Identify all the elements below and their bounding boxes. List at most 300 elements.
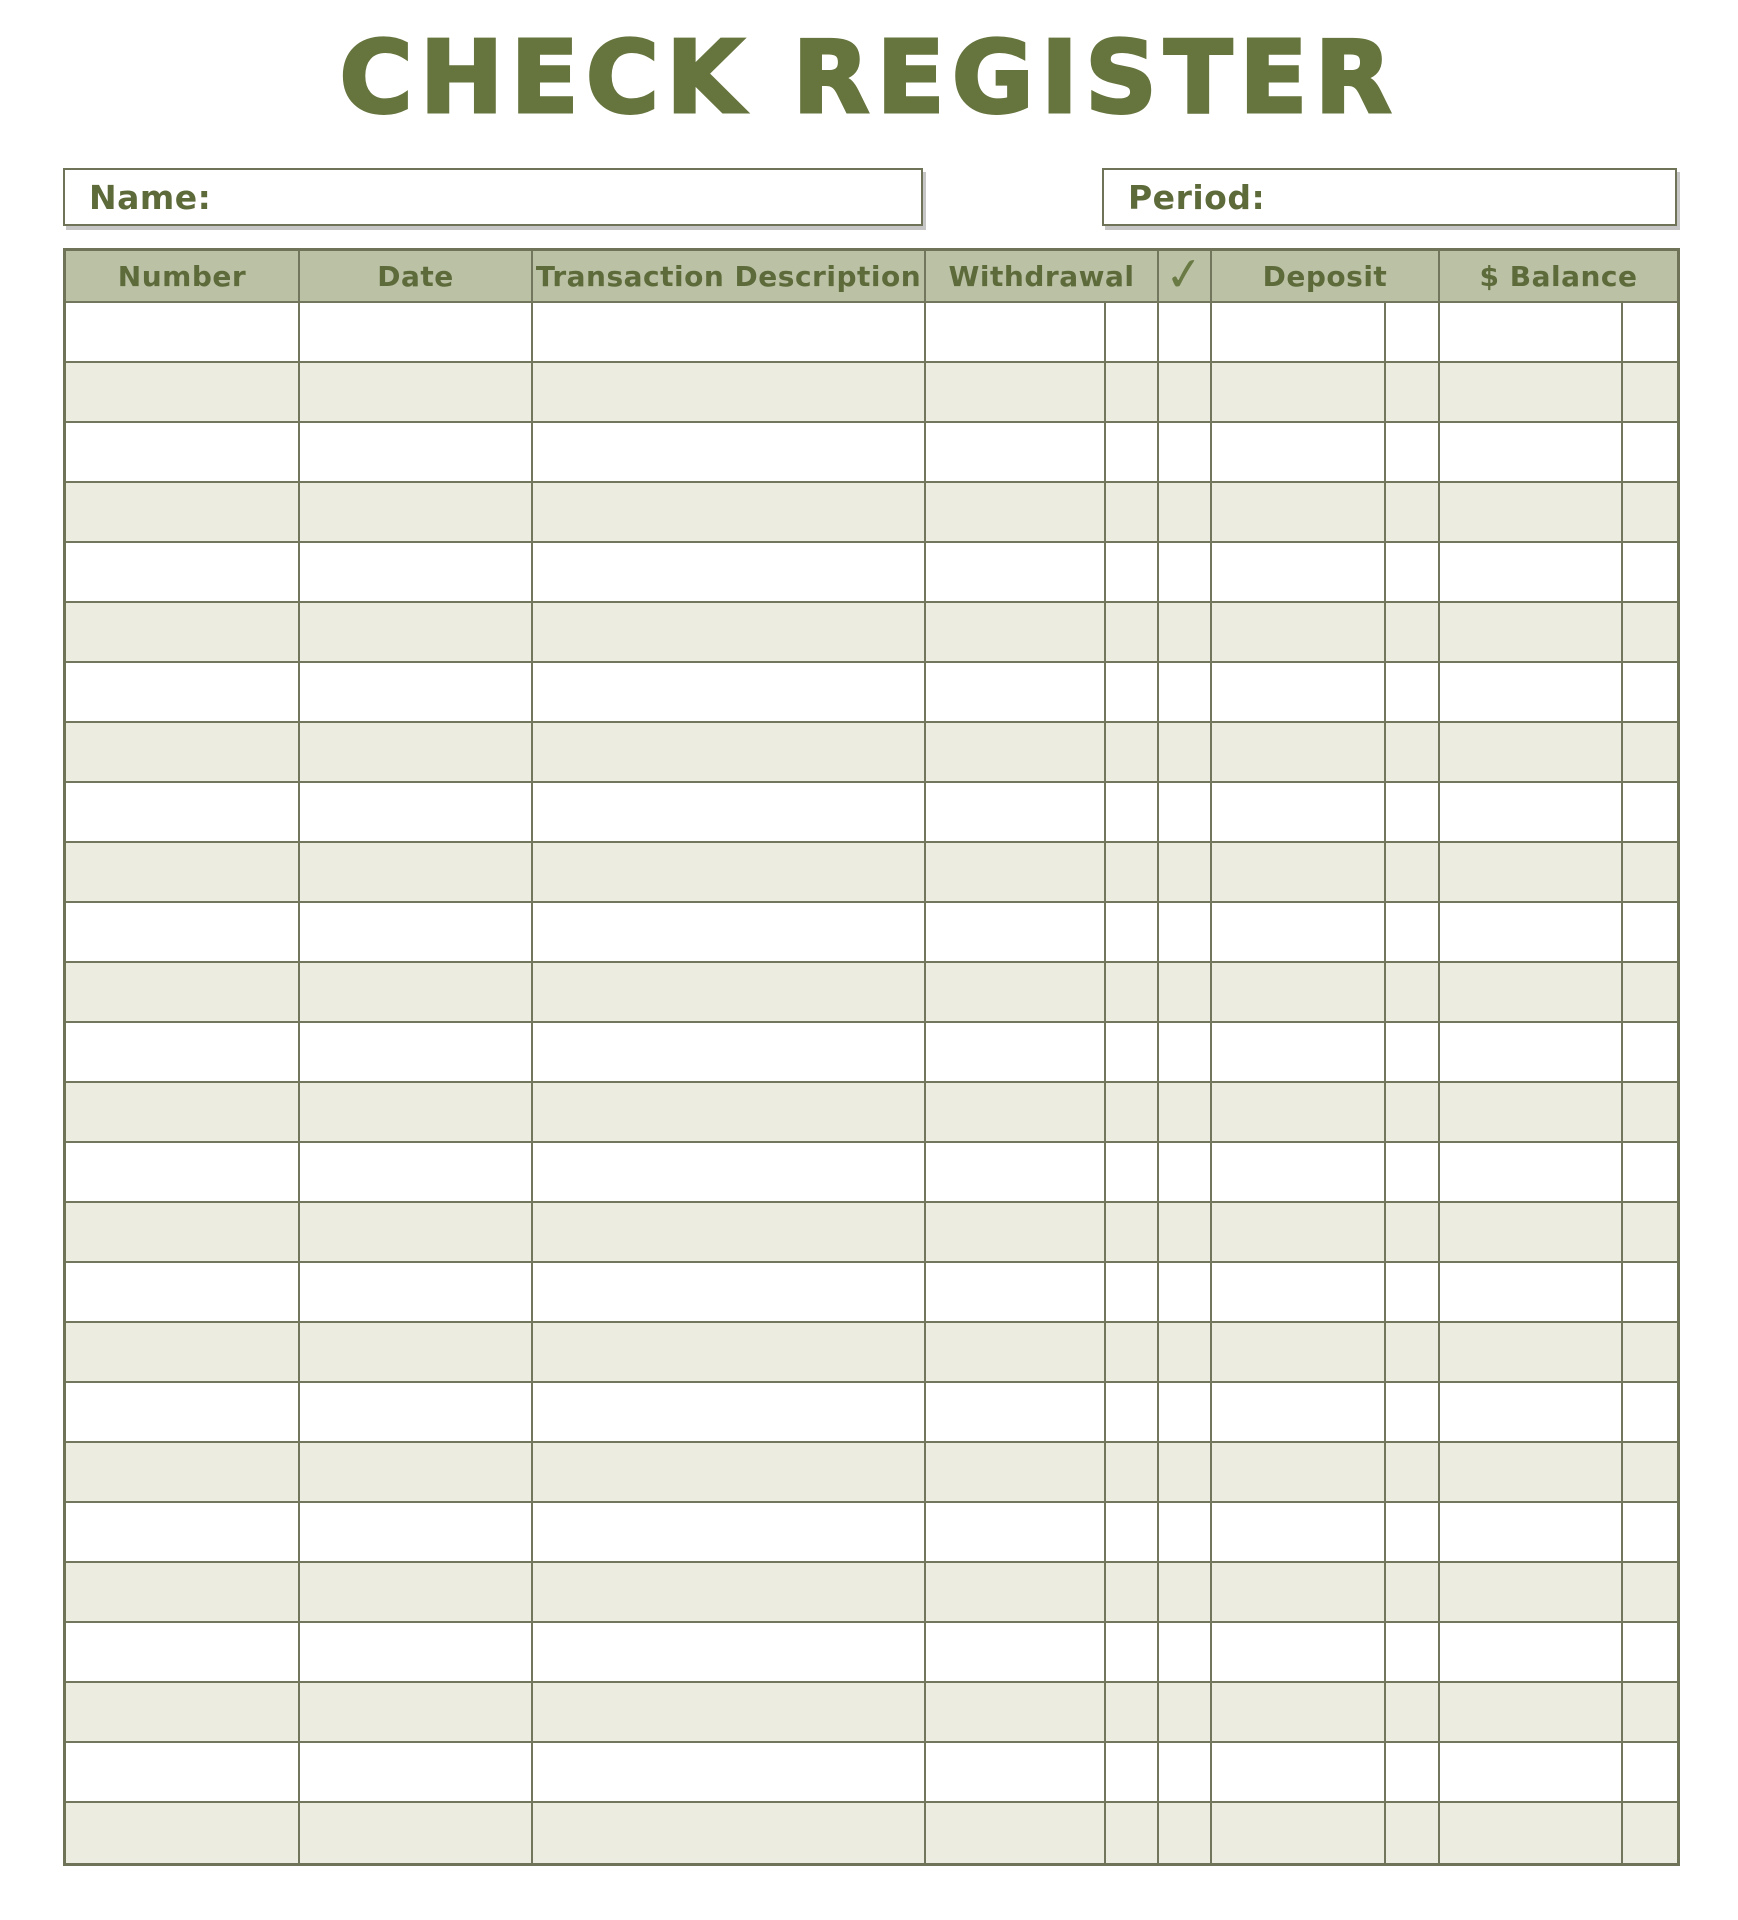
cell-deposit-cents[interactable] xyxy=(1386,543,1440,601)
cell-balance[interactable] xyxy=(1440,1743,1623,1801)
cell-number[interactable] xyxy=(66,303,300,361)
cell-deposit[interactable] xyxy=(1212,1623,1386,1681)
cell-deposit[interactable] xyxy=(1212,1743,1386,1801)
cell-deposit-cents[interactable] xyxy=(1386,1323,1440,1381)
cell-withdrawal-cents[interactable] xyxy=(1106,663,1159,721)
cell-date[interactable] xyxy=(300,903,533,961)
cell-deposit-cents[interactable] xyxy=(1386,1263,1440,1321)
cell-withdrawal-cents[interactable] xyxy=(1106,1263,1159,1321)
table-row xyxy=(66,303,1677,363)
table-row xyxy=(66,363,1677,423)
column-header-withdrawal: Withdrawal xyxy=(926,251,1159,301)
cell-balance-cents[interactable] xyxy=(1623,1323,1677,1381)
cell-number[interactable] xyxy=(66,963,300,1021)
cell-number[interactable] xyxy=(66,903,300,961)
cell-withdrawal[interactable] xyxy=(926,1683,1106,1741)
cell-deposit[interactable] xyxy=(1212,1803,1386,1863)
cell-withdrawal-cents[interactable] xyxy=(1106,543,1159,601)
table-row xyxy=(66,483,1677,543)
table-row xyxy=(66,963,1677,1023)
cell-withdrawal-cents[interactable] xyxy=(1106,1023,1159,1081)
cell-date[interactable] xyxy=(300,1503,533,1561)
cell-deposit[interactable] xyxy=(1212,1023,1386,1081)
cell-number[interactable] xyxy=(66,723,300,781)
cell-date[interactable] xyxy=(300,363,533,421)
table-row xyxy=(66,1683,1677,1743)
cell-balance[interactable] xyxy=(1440,1023,1623,1081)
cell-balance-cents[interactable] xyxy=(1623,1803,1677,1863)
cell-number[interactable] xyxy=(66,843,300,901)
cell-number[interactable] xyxy=(66,1263,300,1321)
cell-description[interactable] xyxy=(533,723,926,781)
cell-balance-cents[interactable] xyxy=(1623,1743,1677,1801)
cell-balance-cents[interactable] xyxy=(1623,1503,1677,1561)
cell-deposit-cents[interactable] xyxy=(1386,1383,1440,1441)
table-row xyxy=(66,1083,1677,1143)
table-row xyxy=(66,903,1677,963)
name-label: Name: xyxy=(89,177,212,217)
cell-deposit-cents[interactable] xyxy=(1386,723,1440,781)
cell-balance[interactable] xyxy=(1440,1323,1623,1381)
cell-description[interactable] xyxy=(533,1023,926,1081)
cell-withdrawal-cents[interactable] xyxy=(1106,1383,1159,1441)
cell-withdrawal[interactable] xyxy=(926,1143,1106,1201)
cell-balance[interactable] xyxy=(1440,963,1623,1021)
cell-withdrawal-cents[interactable] xyxy=(1106,783,1159,841)
cell-date[interactable] xyxy=(300,303,533,361)
cell-number[interactable] xyxy=(66,363,300,421)
cell-balance[interactable] xyxy=(1440,783,1623,841)
cell-number[interactable] xyxy=(66,783,300,841)
cell-deposit[interactable] xyxy=(1212,663,1386,721)
cell-cleared[interactable] xyxy=(1159,1023,1212,1081)
cell-balance[interactable] xyxy=(1440,1503,1623,1561)
cell-deposit-cents[interactable] xyxy=(1386,1623,1440,1681)
cell-withdrawal-cents[interactable] xyxy=(1106,1743,1159,1801)
cell-cleared[interactable] xyxy=(1159,723,1212,781)
cell-balance-cents[interactable] xyxy=(1623,1023,1677,1081)
cell-balance-cents[interactable] xyxy=(1623,723,1677,781)
cell-deposit-cents[interactable] xyxy=(1386,783,1440,841)
cell-deposit[interactable] xyxy=(1212,1563,1386,1621)
cell-deposit-cents[interactable] xyxy=(1386,1203,1440,1261)
table-row xyxy=(66,1503,1677,1563)
cell-withdrawal[interactable] xyxy=(926,1203,1106,1261)
cell-description[interactable] xyxy=(533,303,926,361)
cell-deposit[interactable] xyxy=(1212,1503,1386,1561)
cell-cleared[interactable] xyxy=(1159,903,1212,961)
cell-date[interactable] xyxy=(300,423,533,481)
cell-cleared[interactable] xyxy=(1159,1503,1212,1561)
cell-date[interactable] xyxy=(300,1143,533,1201)
cell-number[interactable] xyxy=(66,1323,300,1381)
cell-withdrawal[interactable] xyxy=(926,1803,1106,1863)
cell-date[interactable] xyxy=(300,783,533,841)
cell-deposit[interactable] xyxy=(1212,543,1386,601)
cell-deposit-cents[interactable] xyxy=(1386,843,1440,901)
cell-balance-cents[interactable] xyxy=(1623,963,1677,1021)
cell-cleared[interactable] xyxy=(1159,423,1212,481)
cell-withdrawal[interactable] xyxy=(926,1443,1106,1501)
cell-withdrawal-cents[interactable] xyxy=(1106,1683,1159,1741)
cell-number[interactable] xyxy=(66,1443,300,1501)
cell-balance-cents[interactable] xyxy=(1623,783,1677,841)
cell-deposit[interactable] xyxy=(1212,963,1386,1021)
cell-number[interactable] xyxy=(66,1683,300,1741)
table-row xyxy=(66,1203,1677,1263)
table-row xyxy=(66,1323,1677,1383)
cell-cleared[interactable] xyxy=(1159,543,1212,601)
cell-deposit[interactable] xyxy=(1212,1203,1386,1261)
cell-balance-cents[interactable] xyxy=(1623,1443,1677,1501)
cell-date[interactable] xyxy=(300,1623,533,1681)
cell-deposit[interactable] xyxy=(1212,1083,1386,1141)
cell-date[interactable] xyxy=(300,1203,533,1261)
cell-deposit-cents[interactable] xyxy=(1386,423,1440,481)
cell-cleared[interactable] xyxy=(1159,783,1212,841)
cell-deposit[interactable] xyxy=(1212,1443,1386,1501)
cell-description[interactable] xyxy=(533,783,926,841)
cell-deposit-cents[interactable] xyxy=(1386,1803,1440,1863)
cell-number[interactable] xyxy=(66,1803,300,1863)
cell-balance[interactable] xyxy=(1440,1623,1623,1681)
table-row xyxy=(66,1443,1677,1503)
table-row xyxy=(66,783,1677,843)
cell-deposit-cents[interactable] xyxy=(1386,1143,1440,1201)
cell-description[interactable] xyxy=(533,663,926,721)
cell-date[interactable] xyxy=(300,1083,533,1141)
cell-balance[interactable] xyxy=(1440,543,1623,601)
cell-deposit[interactable] xyxy=(1212,1683,1386,1741)
cell-balance-cents[interactable] xyxy=(1623,303,1677,361)
cell-balance[interactable] xyxy=(1440,1803,1623,1863)
cell-cleared[interactable] xyxy=(1159,1563,1212,1621)
cell-balance-cents[interactable] xyxy=(1623,1683,1677,1741)
cell-cleared[interactable] xyxy=(1159,1203,1212,1261)
cell-date[interactable] xyxy=(300,1803,533,1863)
cell-withdrawal[interactable] xyxy=(926,723,1106,781)
cell-cleared[interactable] xyxy=(1159,603,1212,661)
cell-cleared[interactable] xyxy=(1159,1803,1212,1863)
cell-description[interactable] xyxy=(533,1503,926,1561)
cell-withdrawal[interactable] xyxy=(926,783,1106,841)
column-header-deposit: Deposit xyxy=(1212,251,1440,301)
cell-balance-cents[interactable] xyxy=(1623,903,1677,961)
cell-description[interactable] xyxy=(533,483,926,541)
cell-number[interactable] xyxy=(66,1383,300,1441)
cell-number[interactable] xyxy=(66,1143,300,1201)
cell-withdrawal[interactable] xyxy=(926,903,1106,961)
cell-cleared[interactable] xyxy=(1159,1383,1212,1441)
cell-deposit[interactable] xyxy=(1212,723,1386,781)
cell-description[interactable] xyxy=(533,1383,926,1441)
cell-balance[interactable] xyxy=(1440,303,1623,361)
cell-withdrawal[interactable] xyxy=(926,1503,1106,1561)
cell-description[interactable] xyxy=(533,1803,926,1863)
cell-deposit[interactable] xyxy=(1212,1263,1386,1321)
table-row xyxy=(66,1563,1677,1623)
table-header-row xyxy=(66,245,1677,303)
cell-withdrawal-cents[interactable] xyxy=(1106,903,1159,961)
check-icon: ✓ xyxy=(1162,245,1207,303)
column-header-description: Transaction Description xyxy=(533,251,926,301)
cell-deposit-cents[interactable] xyxy=(1386,663,1440,721)
cell-date[interactable] xyxy=(300,1563,533,1621)
table-row xyxy=(66,603,1677,663)
cell-balance-cents[interactable] xyxy=(1623,1083,1677,1141)
table-row xyxy=(66,1023,1677,1083)
cell-description[interactable] xyxy=(533,423,926,481)
cell-date[interactable] xyxy=(300,1023,533,1081)
cell-balance-cents[interactable] xyxy=(1623,543,1677,601)
table-row xyxy=(66,843,1677,903)
cell-balance[interactable] xyxy=(1440,1203,1623,1261)
cell-balance-cents[interactable] xyxy=(1623,1563,1677,1621)
cell-withdrawal-cents[interactable] xyxy=(1106,1623,1159,1681)
cell-balance[interactable] xyxy=(1440,603,1623,661)
register-table xyxy=(63,245,1680,1866)
cell-description[interactable] xyxy=(533,843,926,901)
cell-withdrawal-cents[interactable] xyxy=(1106,303,1159,361)
cell-deposit[interactable] xyxy=(1212,423,1386,481)
cell-deposit[interactable] xyxy=(1212,363,1386,421)
cell-withdrawal-cents[interactable] xyxy=(1106,1503,1159,1561)
cell-balance[interactable] xyxy=(1440,1143,1623,1201)
cell-withdrawal-cents[interactable] xyxy=(1106,483,1159,541)
table-row xyxy=(66,663,1677,723)
cell-cleared[interactable] xyxy=(1159,1683,1212,1741)
cell-description[interactable] xyxy=(533,603,926,661)
cell-withdrawal[interactable] xyxy=(926,1563,1106,1621)
cell-withdrawal[interactable] xyxy=(926,483,1106,541)
cell-date[interactable] xyxy=(300,843,533,901)
cell-withdrawal-cents[interactable] xyxy=(1106,1563,1159,1621)
cell-cleared[interactable] xyxy=(1159,1623,1212,1681)
cell-deposit[interactable] xyxy=(1212,783,1386,841)
cell-deposit-cents[interactable] xyxy=(1386,603,1440,661)
cell-deposit-cents[interactable] xyxy=(1386,1083,1440,1141)
cell-description[interactable] xyxy=(533,543,926,601)
cell-description[interactable] xyxy=(533,1563,926,1621)
cell-description[interactable] xyxy=(533,903,926,961)
cell-balance[interactable] xyxy=(1440,723,1623,781)
cell-date[interactable] xyxy=(300,1683,533,1741)
cell-date[interactable] xyxy=(300,663,533,721)
cell-withdrawal[interactable] xyxy=(926,303,1106,361)
cell-number[interactable] xyxy=(66,1623,300,1681)
cell-deposit[interactable] xyxy=(1212,1323,1386,1381)
cell-balance[interactable] xyxy=(1440,423,1623,481)
table-row xyxy=(66,1623,1677,1683)
cell-deposit-cents[interactable] xyxy=(1386,483,1440,541)
cell-balance[interactable] xyxy=(1440,1563,1623,1621)
cell-date[interactable] xyxy=(300,603,533,661)
cell-cleared[interactable] xyxy=(1159,1143,1212,1201)
column-header-date: Date xyxy=(300,251,533,301)
cell-number[interactable] xyxy=(66,1083,300,1141)
cell-balance-cents[interactable] xyxy=(1623,1203,1677,1261)
cell-description[interactable] xyxy=(533,1683,926,1741)
cell-deposit[interactable] xyxy=(1212,1383,1386,1441)
cell-cleared[interactable] xyxy=(1159,843,1212,901)
cell-balance-cents[interactable] xyxy=(1623,483,1677,541)
cell-balance-cents[interactable] xyxy=(1623,1263,1677,1321)
cell-number[interactable] xyxy=(66,1203,300,1261)
column-header-balance: $ Balance xyxy=(1479,259,1638,293)
cell-date[interactable] xyxy=(300,1383,533,1441)
cell-balance[interactable] xyxy=(1440,843,1623,901)
cell-balance[interactable] xyxy=(1440,1443,1623,1501)
cell-withdrawal-cents[interactable] xyxy=(1106,1323,1159,1381)
cell-description[interactable] xyxy=(533,1203,926,1261)
cell-description[interactable] xyxy=(533,1263,926,1321)
cell-number[interactable] xyxy=(66,423,300,481)
cell-balance-cents[interactable] xyxy=(1623,363,1677,421)
cell-deposit-cents[interactable] xyxy=(1386,903,1440,961)
cell-withdrawal-cents[interactable] xyxy=(1106,843,1159,901)
cell-balance[interactable] xyxy=(1440,1263,1623,1321)
cell-withdrawal-cents[interactable] xyxy=(1106,1443,1159,1501)
cell-description[interactable] xyxy=(533,1143,926,1201)
table-row xyxy=(66,1803,1677,1863)
cell-withdrawal-cents[interactable] xyxy=(1106,1203,1159,1261)
cell-deposit-cents[interactable] xyxy=(1386,1023,1440,1081)
table-row xyxy=(66,1143,1677,1203)
cell-deposit-cents[interactable] xyxy=(1386,303,1440,361)
cell-balance-cents[interactable] xyxy=(1623,1143,1677,1201)
cell-withdrawal[interactable] xyxy=(926,1023,1106,1081)
cell-balance-cents[interactable] xyxy=(1623,423,1677,481)
cell-number[interactable] xyxy=(66,1743,300,1801)
cell-deposit[interactable] xyxy=(1212,843,1386,901)
cell-withdrawal[interactable] xyxy=(926,603,1106,661)
cell-description[interactable] xyxy=(533,1623,926,1681)
cell-balance[interactable] xyxy=(1440,363,1623,421)
cell-cleared[interactable] xyxy=(1159,963,1212,1021)
cell-number[interactable] xyxy=(66,483,300,541)
cell-description[interactable] xyxy=(533,363,926,421)
cell-cleared[interactable] xyxy=(1159,303,1212,361)
table-row xyxy=(66,723,1677,783)
table-row xyxy=(66,423,1677,483)
cell-date[interactable] xyxy=(300,1263,533,1321)
cell-withdrawal-cents[interactable] xyxy=(1106,1143,1159,1201)
cell-deposit-cents[interactable] xyxy=(1386,1503,1440,1561)
cell-cleared[interactable] xyxy=(1159,663,1212,721)
cell-cleared[interactable] xyxy=(1159,1263,1212,1321)
cell-withdrawal[interactable] xyxy=(926,663,1106,721)
cell-cleared[interactable] xyxy=(1159,1743,1212,1801)
cell-withdrawal[interactable] xyxy=(926,1743,1106,1801)
cell-date[interactable] xyxy=(300,1743,533,1801)
cell-cleared[interactable] xyxy=(1159,1443,1212,1501)
cell-balance[interactable] xyxy=(1440,1083,1623,1141)
table-body xyxy=(66,303,1677,1863)
cell-deposit[interactable] xyxy=(1212,1143,1386,1201)
cell-withdrawal-cents[interactable] xyxy=(1106,1803,1159,1863)
cell-deposit-cents[interactable] xyxy=(1386,1443,1440,1501)
cell-cleared[interactable] xyxy=(1159,1323,1212,1381)
cell-balance-cents[interactable] xyxy=(1623,843,1677,901)
cell-cleared[interactable] xyxy=(1159,483,1212,541)
table-row xyxy=(66,1263,1677,1323)
cell-balance-cents[interactable] xyxy=(1623,603,1677,661)
cell-number[interactable] xyxy=(66,1563,300,1621)
cell-withdrawal-cents[interactable] xyxy=(1106,963,1159,1021)
cell-number[interactable] xyxy=(66,1503,300,1561)
cell-deposit-cents[interactable] xyxy=(1386,1563,1440,1621)
cell-description[interactable] xyxy=(533,1443,926,1501)
cell-deposit-cents[interactable] xyxy=(1386,1743,1440,1801)
table-row xyxy=(66,1743,1677,1803)
period-label: Period: xyxy=(1128,177,1266,217)
cell-cleared[interactable] xyxy=(1159,363,1212,421)
cell-withdrawal-cents[interactable] xyxy=(1106,423,1159,481)
cell-number[interactable] xyxy=(66,1023,300,1081)
page-title: CHECK REGISTER xyxy=(339,19,1399,136)
period-field[interactable] xyxy=(1102,168,1677,226)
cell-balance[interactable] xyxy=(1440,483,1623,541)
name-field[interactable] xyxy=(63,168,923,226)
cell-description[interactable] xyxy=(533,1083,926,1141)
cell-balance[interactable] xyxy=(1440,663,1623,721)
column-header-cleared xyxy=(1159,245,1212,303)
cell-withdrawal[interactable] xyxy=(926,1083,1106,1141)
cell-balance-cents[interactable] xyxy=(1623,1383,1677,1441)
cell-withdrawal[interactable] xyxy=(926,843,1106,901)
cell-withdrawal-cents[interactable] xyxy=(1106,603,1159,661)
cell-date[interactable] xyxy=(300,963,533,1021)
cell-number[interactable] xyxy=(66,603,300,661)
cell-withdrawal-cents[interactable] xyxy=(1106,723,1159,781)
cell-deposit-cents[interactable] xyxy=(1386,363,1440,421)
cell-balance-cents[interactable] xyxy=(1623,663,1677,721)
cell-deposit[interactable] xyxy=(1212,603,1386,661)
cell-deposit[interactable] xyxy=(1212,903,1386,961)
cell-deposit[interactable] xyxy=(1212,303,1386,361)
cell-withdrawal-cents[interactable] xyxy=(1106,1083,1159,1141)
cell-description[interactable] xyxy=(533,963,926,1021)
cell-date[interactable] xyxy=(300,723,533,781)
cell-description[interactable] xyxy=(533,1743,926,1801)
cell-date[interactable] xyxy=(300,483,533,541)
cell-withdrawal[interactable] xyxy=(926,363,1106,421)
cell-withdrawal[interactable] xyxy=(926,1623,1106,1681)
cell-description[interactable] xyxy=(533,1323,926,1381)
cell-balance-cents[interactable] xyxy=(1623,1623,1677,1681)
cell-withdrawal-cents[interactable] xyxy=(1106,363,1159,421)
cell-withdrawal[interactable] xyxy=(926,1263,1106,1321)
cell-deposit-cents[interactable] xyxy=(1386,1683,1440,1741)
cell-balance[interactable] xyxy=(1440,903,1623,961)
cell-withdrawal[interactable] xyxy=(926,423,1106,481)
table-row xyxy=(66,1383,1677,1443)
cell-deposit-cents[interactable] xyxy=(1386,963,1440,1021)
cell-date[interactable] xyxy=(300,1323,533,1381)
cell-withdrawal[interactable] xyxy=(926,1383,1106,1441)
cell-withdrawal[interactable] xyxy=(926,1323,1106,1381)
cell-withdrawal[interactable] xyxy=(926,963,1106,1021)
cell-deposit[interactable] xyxy=(1212,483,1386,541)
cell-date[interactable] xyxy=(300,543,533,601)
cell-balance[interactable] xyxy=(1440,1383,1623,1441)
cell-date[interactable] xyxy=(300,1443,533,1501)
cell-number[interactable] xyxy=(66,663,300,721)
cell-balance[interactable] xyxy=(1440,1683,1623,1741)
cell-cleared[interactable] xyxy=(1159,1083,1212,1141)
cell-withdrawal[interactable] xyxy=(926,543,1106,601)
cell-number[interactable] xyxy=(66,543,300,601)
